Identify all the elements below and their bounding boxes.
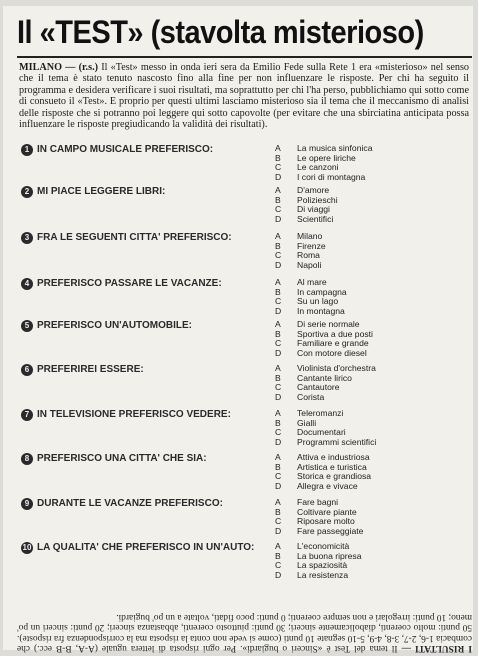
results-upside-down bbox=[17, 569, 472, 653]
option-letter: A bbox=[275, 143, 281, 153]
option-text: In montagna bbox=[297, 305, 345, 316]
option-letter: C bbox=[275, 250, 282, 261]
option-text: Coltivare piante bbox=[297, 506, 357, 517]
answer-option bbox=[275, 349, 465, 359]
option-text: Firenze bbox=[297, 240, 326, 251]
option-letter: D bbox=[275, 171, 282, 182]
option-letter: B bbox=[275, 506, 281, 517]
option-text: Cantautore bbox=[297, 382, 340, 393]
option-letter: A bbox=[275, 363, 281, 373]
option-letter: B bbox=[275, 152, 281, 163]
option-letter: C bbox=[275, 338, 282, 349]
option-text: Violinista d'orchestra bbox=[297, 363, 376, 373]
answer-options bbox=[275, 498, 465, 536]
headline: Il «TEST» (stavolta misterioso) bbox=[17, 15, 424, 51]
answer-option bbox=[275, 261, 465, 271]
answer-options bbox=[275, 453, 465, 491]
question-number-badge: 9 bbox=[21, 498, 33, 510]
answer-options bbox=[275, 278, 465, 316]
answer-option bbox=[275, 215, 465, 225]
intro-lead: MILANO — (r.s.) bbox=[19, 62, 99, 73]
option-letter: C bbox=[275, 560, 282, 571]
option-text: Al mare bbox=[297, 277, 327, 287]
headline-rule bbox=[17, 56, 472, 58]
newspaper-clipping bbox=[3, 6, 473, 653]
option-text: Familiare e grande bbox=[297, 338, 369, 349]
option-letter: A bbox=[275, 185, 281, 195]
question-number-badge: 8 bbox=[21, 453, 33, 465]
option-letter: C bbox=[275, 204, 282, 215]
option-letter: D bbox=[275, 569, 282, 580]
option-letter: C bbox=[275, 296, 282, 307]
option-letter: D bbox=[275, 347, 282, 358]
option-text: Polizieschi bbox=[297, 194, 338, 205]
question-number-badge: 2 bbox=[21, 186, 33, 198]
option-text: Con motore diesel bbox=[297, 347, 367, 358]
question-number-badge: 3 bbox=[21, 232, 33, 244]
option-text: In campagna bbox=[297, 286, 347, 297]
option-text: Teleromanzi bbox=[297, 408, 344, 418]
option-letter: C bbox=[275, 162, 282, 173]
option-letter: A bbox=[275, 497, 281, 507]
option-text: Napoli bbox=[297, 259, 322, 270]
question-number-badge: 1 bbox=[21, 144, 33, 156]
question-text: IN CAMPO MUSICALE PREFERISCO: bbox=[37, 144, 214, 155]
option-text: Corista bbox=[297, 391, 325, 402]
question-text: DURANTE LE VACANZE PREFERISCO: bbox=[37, 498, 223, 509]
option-letter: A bbox=[275, 231, 281, 241]
answer-option bbox=[275, 482, 465, 492]
option-letter: B bbox=[275, 240, 281, 251]
option-letter: D bbox=[275, 213, 282, 224]
answer-option bbox=[275, 527, 465, 537]
option-letter: C bbox=[275, 382, 282, 393]
option-letter: C bbox=[275, 471, 282, 482]
question-number-badge: 4 bbox=[21, 278, 33, 290]
answer-options bbox=[275, 364, 465, 402]
option-letter: B bbox=[275, 286, 281, 297]
question-text: MI PIACE LEGGERE LIBRI: bbox=[37, 186, 166, 197]
answer-options bbox=[275, 144, 465, 182]
option-letter: B bbox=[275, 417, 281, 428]
question-text: IN TELEVISIONE PREFERISCO VEDERE: bbox=[37, 409, 231, 420]
answer-options bbox=[275, 409, 465, 447]
question-text: PREFERISCO UN'AUTOMOBILE: bbox=[37, 320, 192, 331]
question-text: PREFERISCO PASSARE LE VACANZE: bbox=[37, 278, 222, 289]
option-text: Di serie normale bbox=[297, 319, 360, 329]
option-text: Le canzoni bbox=[297, 162, 339, 173]
question-text: LA QUALITA' CHE PREFERISCO IN UN'AUTO: bbox=[37, 542, 255, 553]
option-text: La resistenza bbox=[297, 569, 349, 580]
answer-option bbox=[275, 393, 465, 403]
option-letter: A bbox=[275, 319, 281, 329]
option-text: Di viaggi bbox=[297, 204, 330, 215]
option-text: Scientifici bbox=[297, 213, 334, 224]
option-text: Artistica e turistica bbox=[297, 461, 367, 472]
option-text: Milano bbox=[297, 231, 323, 241]
option-text: La buona ripresa bbox=[297, 550, 362, 561]
question-number-badge: 10 bbox=[22, 543, 32, 552]
option-text: Riposare molto bbox=[297, 516, 355, 527]
answer-options bbox=[275, 320, 465, 358]
option-letter: D bbox=[275, 480, 282, 491]
option-text: Roma bbox=[297, 250, 320, 261]
option-text: Cantante lirico bbox=[297, 372, 352, 383]
answer-options bbox=[275, 232, 465, 270]
question-number-badge: 6 bbox=[21, 364, 33, 376]
option-text: Fare passeggiate bbox=[297, 525, 364, 536]
question-text: PREFERIREI ESSERE: bbox=[37, 364, 144, 375]
option-text: Le opere liriche bbox=[297, 152, 356, 163]
option-text: La spaziosità bbox=[297, 560, 348, 571]
option-letter: B bbox=[275, 461, 281, 472]
option-text: Gialli bbox=[297, 417, 317, 428]
option-letter: A bbox=[275, 408, 281, 418]
question-text: FRA LE SEGUENTI CITTA' PREFERISCO: bbox=[37, 232, 232, 243]
option-text: Programmi scientifici bbox=[297, 436, 377, 447]
answer-option bbox=[275, 438, 465, 448]
option-text: Sportiva a due posti bbox=[297, 328, 373, 339]
option-letter: A bbox=[275, 277, 281, 287]
option-text: I cori di montagna bbox=[297, 171, 366, 182]
option-letter: C bbox=[275, 516, 282, 527]
intro-body: Il «Test» messo in onda ieri sera da Emilio Fede sulla Rete 1 era «misterioso» nel senso che il tema è stato tenuto nascosto fino alla fine per non influenzare le risposte. Per chi ha seguito il programma e desidera verificare i suoi risultati, ma soprattutto per chi l'ha perso, pubblichiamo qui sotto come di consueto il «Test». E proprio per questi ultimi lasciamo misterioso sia il tema che il meccanismo di analisi delle risposte che si potranno poi leggere qui sotto capovolte (per evitare che una sbirciatina anticipata possa influenzare le risposte pregiudicando la validità dei risultati). bbox=[19, 62, 470, 131]
option-text: Allegra e vivace bbox=[297, 480, 358, 491]
results-lead: I RISULTATI — bbox=[401, 643, 472, 653]
option-letter: D bbox=[275, 436, 282, 447]
option-text: La musica sinfonica bbox=[297, 143, 373, 153]
option-text: D'amore bbox=[297, 185, 330, 195]
answer-option bbox=[275, 173, 465, 183]
option-text: Storica e grandiosa bbox=[297, 471, 372, 482]
option-text: Su un lago bbox=[297, 296, 339, 307]
option-letter: D bbox=[275, 525, 282, 536]
question-text: PREFERISCO UNA CITTA' CHE SIA: bbox=[37, 453, 207, 464]
question-number-badge: 7 bbox=[21, 409, 33, 421]
option-letter: B bbox=[275, 194, 281, 205]
question-number-badge: 5 bbox=[21, 320, 33, 332]
option-letter: B bbox=[275, 372, 281, 383]
option-text: Documentari bbox=[297, 427, 346, 438]
option-letter: A bbox=[275, 452, 281, 462]
intro-paragraph bbox=[19, 62, 469, 130]
option-letter: B bbox=[275, 550, 281, 561]
option-letter: A bbox=[275, 541, 281, 551]
option-text: L'economicità bbox=[297, 541, 350, 551]
option-letter: B bbox=[275, 328, 281, 339]
answer-options bbox=[275, 186, 465, 224]
results-body: Il tema del Test è «Sinceri o bugiardi». Per ogni risposta di lettera uguale (A-A, B-B ecc.) che combacia 1-6, 2-7, 3-8, 4-9, 5-10 segnate 10 punti (come si vede non conta la risposta ma la corrispondenza fra risposte). 50 punti: molto coerenti, diabolicamente sinceri; 30 punti: piuttosto coerenti, abbastanza sinceri; 20 punti: sinceri un po' meno; 10 punti: irregolari e non sempre coerenti; 0 punti: poco fidati, voltate a un po' bugiardi. bbox=[17, 611, 472, 653]
option-letter: C bbox=[275, 427, 282, 438]
option-letter: D bbox=[275, 391, 282, 402]
option-letter: D bbox=[275, 305, 282, 316]
answer-option bbox=[275, 307, 465, 317]
option-letter: D bbox=[275, 259, 282, 270]
option-text: Attiva e industriosa bbox=[297, 452, 370, 462]
option-text: Fare bagni bbox=[297, 497, 339, 507]
